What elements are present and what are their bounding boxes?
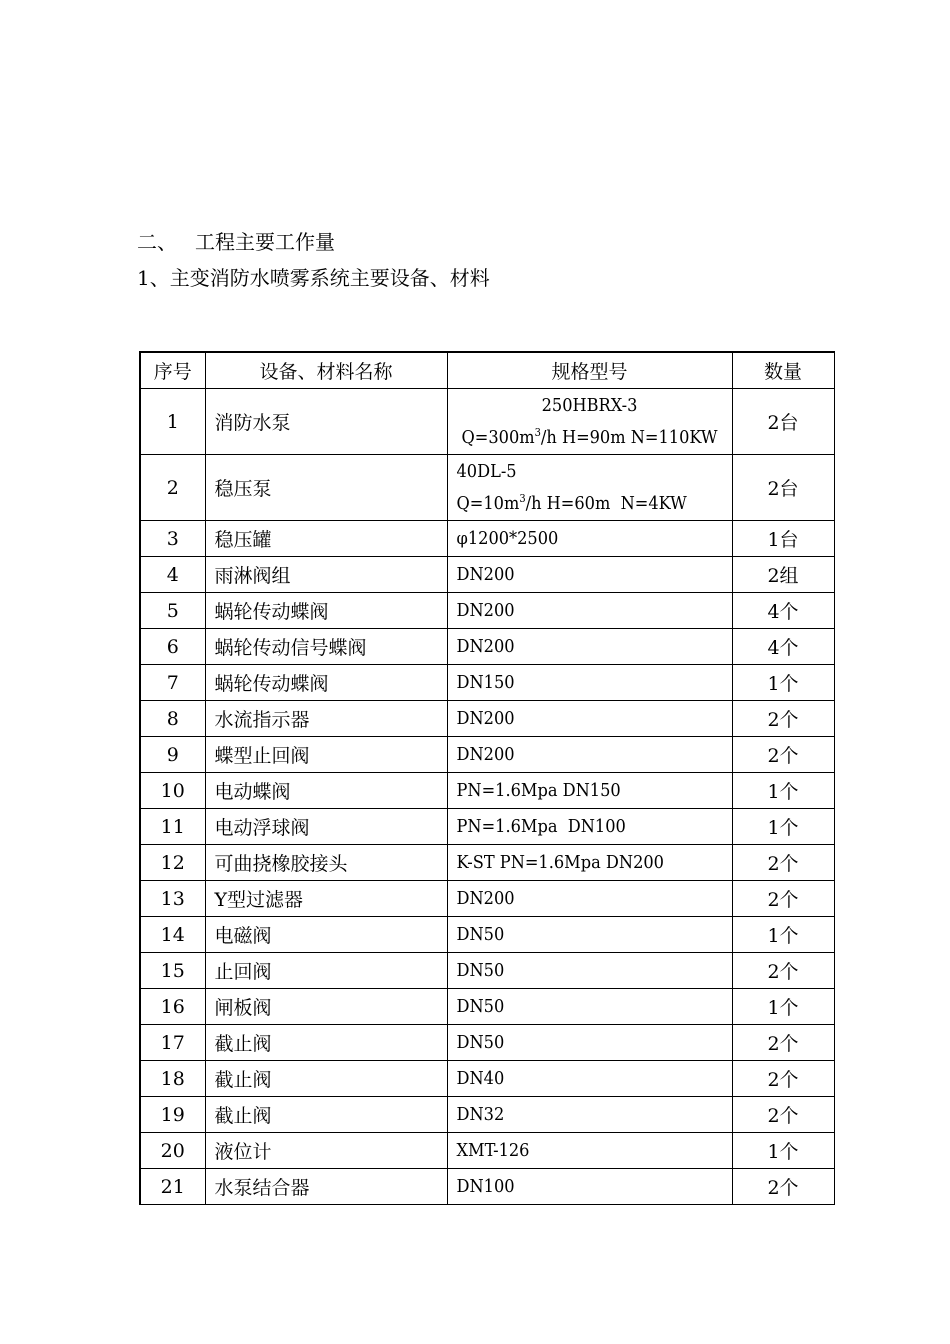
header-qty: 数量 [732, 352, 834, 389]
cell-spec: DN200 [447, 557, 732, 593]
cell-name: 可曲挠橡胶接头 [205, 845, 447, 881]
header-spec: 规格型号 [447, 352, 732, 389]
section-title: 工程主要工作量 [195, 230, 335, 254]
cell-name: 截止阀 [205, 1097, 447, 1133]
cell-spec: DN50 [447, 1025, 732, 1061]
cell-spec: DN200 [447, 629, 732, 665]
cell-seq: 9 [140, 737, 205, 773]
cell-qty: 4个 [732, 629, 834, 665]
section-number: 二、 [137, 230, 177, 254]
cell-seq: 3 [140, 521, 205, 557]
table-row [140, 989, 834, 1025]
equipment-table [139, 351, 835, 1205]
cell-spec: DN50 [447, 989, 732, 1025]
cell-qty: 1个 [732, 989, 834, 1025]
table-row [140, 737, 834, 773]
cell-qty: 1台 [732, 521, 834, 557]
table-row [140, 1169, 834, 1205]
table-row [140, 629, 834, 665]
spec-params-exponent: 3 [519, 491, 526, 505]
cell-spec [447, 455, 732, 521]
table-row [140, 809, 834, 845]
table-row [140, 665, 834, 701]
header-name: 设备、材料名称 [205, 352, 447, 389]
cell-name: 雨淋阀组 [205, 557, 447, 593]
cell-qty: 2个 [732, 737, 834, 773]
cell-name: 水流指示器 [205, 701, 447, 737]
cell-name: 稳压罐 [205, 521, 447, 557]
cell-name: 截止阀 [205, 1025, 447, 1061]
cell-qty: 2台 [732, 389, 834, 455]
cell-name: 闸板阀 [205, 989, 447, 1025]
cell-name: Y型过滤器 [205, 881, 447, 917]
cell-spec: XMT-126 [447, 1133, 732, 1169]
cell-spec: DN200 [447, 881, 732, 917]
cell-seq: 21 [140, 1169, 205, 1205]
cell-seq: 17 [140, 1025, 205, 1061]
cell-name: 电动浮球阀 [205, 809, 447, 845]
spec-params-flow: Q=300m [461, 426, 535, 448]
cell-spec [447, 389, 732, 455]
cell-seq: 16 [140, 989, 205, 1025]
cell-seq: 15 [140, 953, 205, 989]
cell-qty: 2个 [732, 701, 834, 737]
spec-params-rest: /h H=90m N=110KW [540, 426, 718, 448]
table-header-row [140, 352, 834, 389]
table-row [140, 917, 834, 953]
cell-spec: φ1200*2500 [447, 521, 732, 557]
cell-name: 电动蝶阀 [205, 773, 447, 809]
cell-seq: 7 [140, 665, 205, 701]
spec-params-rest: /h H=60m N=4KW [525, 492, 687, 514]
cell-qty: 1个 [732, 917, 834, 953]
cell-qty: 1个 [732, 1133, 834, 1169]
cell-seq: 20 [140, 1133, 205, 1169]
table-row [140, 773, 834, 809]
cell-name: 截止阀 [205, 1061, 447, 1097]
cell-name: 蜗轮传动蝶阀 [205, 665, 447, 701]
spec-params-exponent: 3 [534, 425, 541, 439]
cell-qty: 1个 [732, 773, 834, 809]
cell-qty: 2个 [732, 1061, 834, 1097]
table-row [140, 1025, 834, 1061]
cell-name: 液位计 [205, 1133, 447, 1169]
cell-qty: 2个 [732, 845, 834, 881]
cell-qty: 2组 [732, 557, 834, 593]
cell-qty: 2个 [732, 953, 834, 989]
cell-seq: 8 [140, 701, 205, 737]
cell-name: 蜗轮传动信号蝶阀 [205, 629, 447, 665]
table-row [140, 1097, 834, 1133]
cell-seq: 13 [140, 881, 205, 917]
cell-seq: 12 [140, 845, 205, 881]
spec-params [448, 422, 732, 454]
cell-spec: DN150 [447, 665, 732, 701]
cell-qty: 2台 [732, 455, 834, 521]
table-row [140, 521, 834, 557]
subsection-heading: 1、主变消防水喷雾系统主要设备、材料 [137, 266, 490, 290]
cell-seq: 11 [140, 809, 205, 845]
table-row [140, 593, 834, 629]
cell-seq: 14 [140, 917, 205, 953]
table-row [140, 455, 834, 521]
cell-name: 消防水泵 [205, 389, 447, 455]
cell-spec: K-ST PN=1.6Mpa DN200 [447, 845, 732, 881]
table-row [140, 1061, 834, 1097]
table-row [140, 1133, 834, 1169]
cell-qty: 2个 [732, 1097, 834, 1133]
cell-name: 蜗轮传动蝶阀 [205, 593, 447, 629]
cell-spec: DN40 [447, 1061, 732, 1097]
cell-name: 蝶型止回阀 [205, 737, 447, 773]
cell-name: 电磁阀 [205, 917, 447, 953]
cell-spec: DN32 [447, 1097, 732, 1133]
cell-seq: 5 [140, 593, 205, 629]
table-row [140, 701, 834, 737]
cell-qty: 2个 [732, 1025, 834, 1061]
cell-seq: 18 [140, 1061, 205, 1097]
cell-spec: PN=1.6Mpa DN100 [447, 809, 732, 845]
cell-spec: DN200 [447, 737, 732, 773]
table-row [140, 845, 834, 881]
header-seq: 序号 [140, 352, 205, 389]
table-row [140, 557, 834, 593]
cell-qty: 2个 [732, 1169, 834, 1205]
cell-spec: DN200 [447, 701, 732, 737]
cell-qty: 1个 [732, 665, 834, 701]
cell-spec: PN=1.6Mpa DN150 [447, 773, 732, 809]
spec-params [457, 488, 732, 520]
cell-seq: 4 [140, 557, 205, 593]
table-row [140, 881, 834, 917]
cell-seq: 2 [140, 455, 205, 521]
cell-name: 止回阀 [205, 953, 447, 989]
cell-qty: 1个 [732, 809, 834, 845]
cell-spec: DN100 [447, 1169, 732, 1205]
cell-seq: 19 [140, 1097, 205, 1133]
cell-seq: 6 [140, 629, 205, 665]
cell-seq: 10 [140, 773, 205, 809]
spec-params-flow: Q=10m [456, 492, 520, 514]
cell-seq: 1 [140, 389, 205, 455]
spec-model: 250HBRX-3 [541, 394, 638, 416]
table-row [140, 953, 834, 989]
spec-model: 40DL-5 [456, 460, 517, 482]
cell-spec: DN50 [447, 917, 732, 953]
section-heading [137, 230, 335, 254]
cell-name: 水泵结合器 [205, 1169, 447, 1205]
cell-spec: DN50 [447, 953, 732, 989]
cell-qty: 2个 [732, 881, 834, 917]
table-row [140, 389, 834, 455]
cell-qty: 4个 [732, 593, 834, 629]
cell-spec: DN200 [447, 593, 732, 629]
cell-name: 稳压泵 [205, 455, 447, 521]
